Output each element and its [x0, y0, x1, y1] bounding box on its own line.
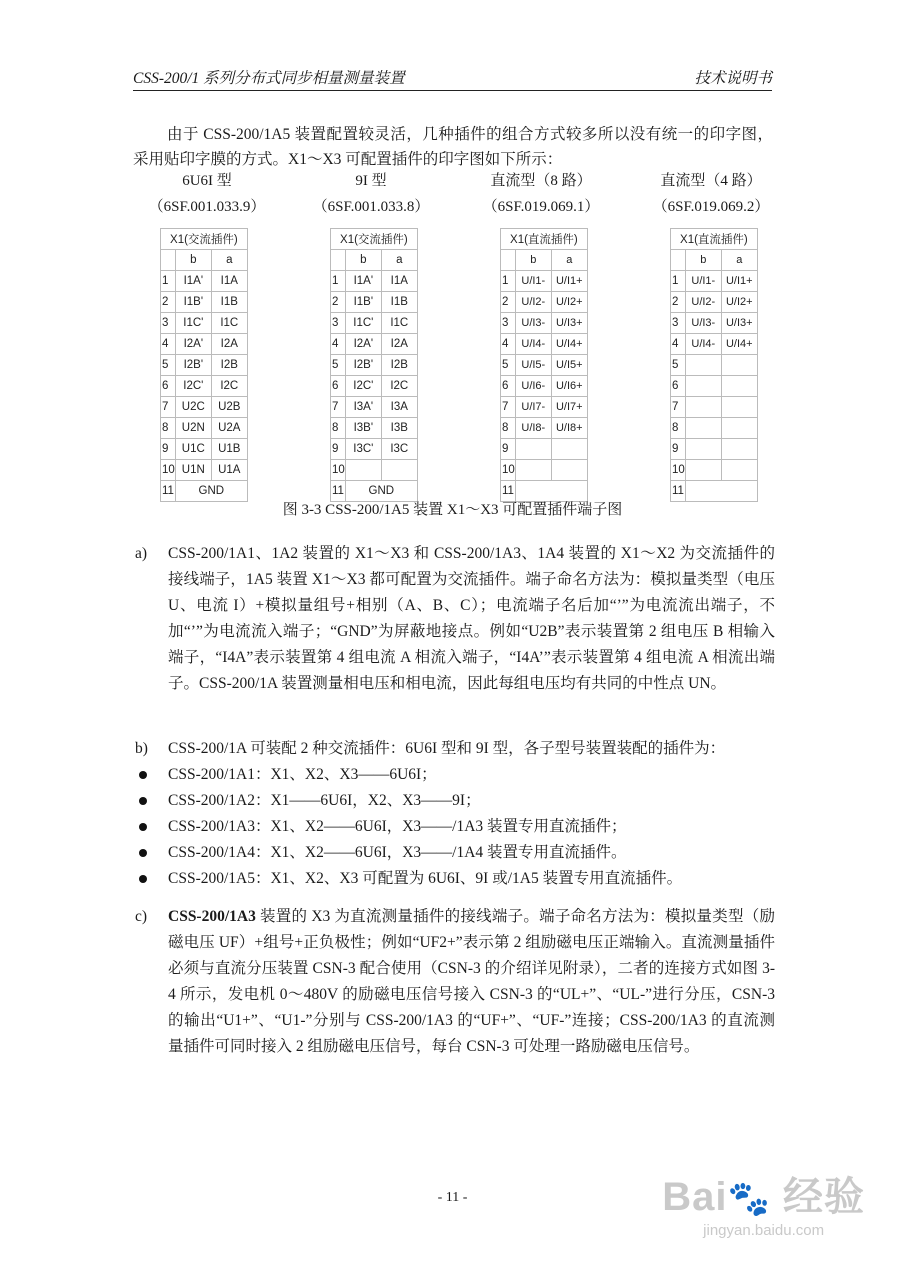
table-cell: I2A': [345, 334, 381, 355]
table-cell: U/I7+: [551, 397, 587, 418]
table-cell: [721, 397, 757, 418]
table-cell: GND: [345, 481, 417, 502]
table-cell: U2C: [175, 397, 211, 418]
type-code: （6SF.019.069.2）: [652, 199, 770, 215]
table-cell: U/I1+: [721, 271, 757, 292]
column-header: b: [685, 250, 721, 271]
table-row: [161, 334, 248, 355]
table-cell: U1N: [175, 460, 211, 481]
section-marker: b): [135, 740, 148, 757]
table-row: [501, 397, 588, 418]
table-cell: U/I3-: [515, 313, 551, 334]
table-cell: U2N: [175, 418, 211, 439]
table-cell: I1A: [211, 271, 247, 292]
table-cell: I2B: [211, 355, 247, 376]
row-number: 9: [331, 439, 346, 460]
row-number: 6: [671, 376, 686, 397]
section-a: [135, 541, 775, 697]
table-cell: [721, 376, 757, 397]
bullet-item: CSS-200/1A2：X1——6U6I，X2、X3——9I；: [135, 788, 775, 814]
table-row: [331, 397, 418, 418]
table-cell: U1A: [211, 460, 247, 481]
type-name: 9I 型: [355, 173, 387, 189]
blank-cell: [671, 250, 686, 271]
blank-cell: [331, 250, 346, 271]
table-cell: U/I3+: [551, 313, 587, 334]
table-cell: I2C': [345, 376, 381, 397]
table-cell: I2B: [381, 355, 417, 376]
blank-cell: [161, 250, 176, 271]
table-row: [161, 313, 248, 334]
row-number: 4: [161, 334, 176, 355]
row-number: 1: [671, 271, 686, 292]
intro-paragraph: 由于 CSS-200/1A5 装置配置较灵活，几种插件的组合方式较多所以没有统一的印字图，采用贴印字膜的方式。X1～X3 可配置插件的印字图如下所示：: [133, 126, 773, 168]
section-body: 装置的 X3 为直流测量插件的接线端子。端子命名方法为：模拟量类型（励磁电压 UF）+组号+正负极性；例如“UF2+”表示第 2 组励磁电压正端输入。直流测量插件必须与直流分压装置 CSN-3 配合使用（CSN-3 的介绍详见附录），二者的连接方式如图 3-4 所示，发电机 0～480V 的励磁电压信号接入 CSN-3 的“UL+”、“UL-”进行分压，CSN-3 的输出“U1+”、“U1-”分别与 CSS-200/1A3 的“UF+”、“UF-”连接；CSS-200/1A3 的直流测量插件可同时接入 2 组励磁电压信号，每台 CSN-3 可处理一路励磁电压信号。: [168, 908, 775, 1055]
table-cell: [685, 355, 721, 376]
table-cell: [345, 460, 381, 481]
row-number: 8: [331, 418, 346, 439]
table-title: X1(直流插件): [671, 229, 758, 250]
row-number: 8: [501, 418, 516, 439]
page-number: - 11 -: [437, 1190, 468, 1205]
header-doc-type: 技术说明书: [694, 70, 772, 87]
row-number: 7: [671, 397, 686, 418]
table-cell: I2C: [381, 376, 417, 397]
table-cell: U1B: [211, 439, 247, 460]
table-cell: I1B: [211, 292, 247, 313]
table-row: [331, 334, 418, 355]
row-number: 1: [161, 271, 176, 292]
row-number: 1: [331, 271, 346, 292]
table-cell: U/I1+: [551, 271, 587, 292]
row-number: 2: [331, 292, 346, 313]
table-cell: I3A': [345, 397, 381, 418]
row-number: 8: [161, 418, 176, 439]
table-row: [331, 439, 418, 460]
table-cell: [721, 355, 757, 376]
type-name: 6U6I 型: [182, 173, 232, 189]
table-cell: I2C: [211, 376, 247, 397]
table-row: [671, 460, 758, 481]
table-row: [671, 313, 758, 334]
table-cell: U/I4-: [685, 334, 721, 355]
table-cell: U1C: [175, 439, 211, 460]
table-row: [671, 376, 758, 397]
table-row: [161, 418, 248, 439]
table-row: [501, 376, 588, 397]
table-cell: I1C: [211, 313, 247, 334]
type-label: [132, 168, 282, 220]
column-header: a: [551, 250, 587, 271]
table-cell: U/I1-: [515, 271, 551, 292]
table-cell: I1C': [345, 313, 381, 334]
table-row: [501, 271, 588, 292]
table-cell: [515, 460, 551, 481]
row-number: 10: [501, 460, 516, 481]
table-cell: [685, 397, 721, 418]
table-cell: U/I2-: [515, 292, 551, 313]
table-row: [671, 439, 758, 460]
table-cell: I3C: [381, 439, 417, 460]
row-number: 2: [501, 292, 516, 313]
table-cell: [685, 439, 721, 460]
row-number: 9: [161, 439, 176, 460]
table-cell: U2A: [211, 418, 247, 439]
table-cell: U2B: [211, 397, 247, 418]
table-row: [501, 313, 588, 334]
section-c: [135, 904, 775, 1060]
table-cell: U/I4+: [551, 334, 587, 355]
table-row: [671, 418, 758, 439]
table-row: [501, 292, 588, 313]
type-name: 直流型（4 路）: [660, 173, 762, 189]
row-number: 11: [161, 481, 176, 502]
table-cell: I3B: [381, 418, 417, 439]
table-title: X1(交流插件): [331, 229, 418, 250]
table-row: [501, 439, 588, 460]
section-marker: c): [135, 908, 148, 925]
row-number: 6: [161, 376, 176, 397]
bullet-item: CSS-200/1A3：X1、X2——6U6I，X3——/1A3 装置专用直流插件；: [135, 814, 775, 840]
section-text: CSS-200/1A1、1A2 装置的 X1～X3 和 CSS-200/1A3、1A4 装置的 X1～X2 为交流插件的接线端子，1A5 装置 X1～X3 都可配置为交流插件。端子命名方法为：模拟量类型（电压 U、电流 I）+模拟量组号+相别（A、B、C）；电流端子名后加“’”为电流流出端子，不加“’”为电流流入端子；“GND”为屏蔽地接点。例如“U2B”表示装置第 2 组电压 B 相输入端子，“I4A”表示装置第 4 组电流 A 相流入端子，“I4A’”表示装置第 4 组电流 A 相流出端子。CSS-200/1A 装置测量相电压和相电流，因此每组电压均有共同的中性点 UN。: [168, 545, 775, 692]
row-number: 5: [331, 355, 346, 376]
row-number: 11: [671, 481, 686, 502]
row-number: 7: [501, 397, 516, 418]
bullet-item: CSS-200/1A5：X1、X2、X3 可配置为 6U6I、9I 或/1A5 装置专用直流插件。: [135, 866, 775, 892]
row-number: 5: [161, 355, 176, 376]
page-header: [133, 64, 772, 91]
table-cell: [381, 460, 417, 481]
row-number: 9: [671, 439, 686, 460]
table-cell: U/I5-: [515, 355, 551, 376]
row-number: 9: [501, 439, 516, 460]
table-cell: I1A': [345, 271, 381, 292]
terminal-table-dc8: [500, 228, 588, 502]
table-cell: I1C': [175, 313, 211, 334]
row-number: 6: [331, 376, 346, 397]
column-header: a: [211, 250, 247, 271]
table-cell: U/I5+: [551, 355, 587, 376]
table-cell: I2A: [381, 334, 417, 355]
row-number: 7: [331, 397, 346, 418]
table-cell: U/I1-: [685, 271, 721, 292]
section-b: [135, 736, 775, 892]
row-number: 2: [671, 292, 686, 313]
row-number: 4: [501, 334, 516, 355]
table-row: [671, 271, 758, 292]
column-header: a: [721, 250, 757, 271]
table-cell: U/I4+: [721, 334, 757, 355]
table-title: X1(直流插件): [501, 229, 588, 250]
row-number: 4: [671, 334, 686, 355]
table-row: [331, 355, 418, 376]
table-cell: [721, 418, 757, 439]
section-text: [168, 904, 775, 1060]
table-cell: U/I3-: [685, 313, 721, 334]
baidu-watermark-logo: Bai🐾 经验 jingyan.baidu.com: [662, 1175, 865, 1239]
figure-caption: 图 3-3 CSS-200/1A5 装置 X1～X3 可配置插件端子图: [282, 502, 623, 518]
terminal-table-9i: [330, 228, 418, 502]
bullet-item: CSS-200/1A4：X1、X2——6U6I，X3——/1A4 装置专用直流插件。: [135, 840, 775, 866]
table-cell: [551, 439, 587, 460]
table-cell: [685, 376, 721, 397]
table-row: [161, 439, 248, 460]
table-cell: [515, 439, 551, 460]
table-row: [501, 460, 588, 481]
table-cell: I1B': [175, 292, 211, 313]
column-header: b: [345, 250, 381, 271]
terminal-table-dc4: [670, 228, 758, 502]
table-cell: [685, 418, 721, 439]
type-code: （6SF.001.033.9）: [148, 199, 266, 215]
table-row: [501, 355, 588, 376]
row-number: 7: [161, 397, 176, 418]
row-number: 3: [671, 313, 686, 334]
table-cell: U/I3+: [721, 313, 757, 334]
row-number: 3: [501, 313, 516, 334]
table-cell: U/I8-: [515, 418, 551, 439]
table-cell: I1B': [345, 292, 381, 313]
table-cell: I2C': [175, 376, 211, 397]
table-row: [331, 418, 418, 439]
column-header: b: [175, 250, 211, 271]
table-row: [161, 376, 248, 397]
row-number: 6: [501, 376, 516, 397]
table-cell: [721, 460, 757, 481]
table-cell: U/I4-: [515, 334, 551, 355]
table-cell: U/I2+: [551, 292, 587, 313]
table-row: [331, 292, 418, 313]
table-row: [331, 271, 418, 292]
table-row: [671, 355, 758, 376]
table-cell: GND: [175, 481, 247, 502]
row-number: 10: [161, 460, 176, 481]
table-row: [161, 397, 248, 418]
table-cell: I1C: [381, 313, 417, 334]
table-cell: [721, 439, 757, 460]
header-title: CSS-200/1 系列分布式同步相量测量装置: [133, 70, 405, 87]
row-number: 11: [501, 481, 516, 502]
table-cell: U/I2-: [685, 292, 721, 313]
table-row: [501, 334, 588, 355]
table-cell: I1B: [381, 292, 417, 313]
row-number: 10: [671, 460, 686, 481]
table-row: [501, 418, 588, 439]
model-name: CSS-200/1A3: [168, 908, 256, 925]
row-number: 4: [331, 334, 346, 355]
table-cell: I2A: [211, 334, 247, 355]
table-cell: I1A': [175, 271, 211, 292]
table-cell: U/I6+: [551, 376, 587, 397]
table-cell: [685, 460, 721, 481]
table-row: [331, 313, 418, 334]
table-cell: [551, 460, 587, 481]
row-number: 2: [161, 292, 176, 313]
type-label: [466, 168, 616, 220]
table-cell: U/I8+: [551, 418, 587, 439]
section-text: CSS-200/1A 可装配 2 种交流插件：6U6I 型和 9I 型，各子型号装置装配的插件为：: [168, 740, 726, 757]
table-row: [161, 460, 248, 481]
row-number: 5: [671, 355, 686, 376]
column-header: a: [381, 250, 417, 271]
table-cell: I1A: [381, 271, 417, 292]
row-number: 5: [501, 355, 516, 376]
table-row: [671, 334, 758, 355]
column-header: b: [515, 250, 551, 271]
table-row: [671, 292, 758, 313]
type-code: （6SF.001.033.8）: [312, 199, 430, 215]
section-marker: a): [135, 545, 148, 562]
table-cell: U/I6-: [515, 376, 551, 397]
table-row: [671, 397, 758, 418]
table-cell: I2B': [175, 355, 211, 376]
table-cell: I2A': [175, 334, 211, 355]
row-number: 10: [331, 460, 346, 481]
type-label: [296, 168, 446, 220]
terminal-table-6u6i: [160, 228, 248, 502]
table-cell: I3C': [345, 439, 381, 460]
table-row: [331, 460, 418, 481]
row-number: 3: [331, 313, 346, 334]
table-row: [161, 292, 248, 313]
row-number: 1: [501, 271, 516, 292]
bullet-list: [135, 762, 775, 892]
row-number: 8: [671, 418, 686, 439]
blank-cell: [501, 250, 516, 271]
table-row: [161, 355, 248, 376]
bullet-item: CSS-200/1A1：X1、X2、X3——6U6I；: [135, 762, 775, 788]
table-row: [331, 376, 418, 397]
row-number: 3: [161, 313, 176, 334]
table-cell: I2B': [345, 355, 381, 376]
table-row: [161, 271, 248, 292]
row-number: 11: [331, 481, 346, 502]
table-title: X1(交流插件): [161, 229, 248, 250]
table-cell: U/I2+: [721, 292, 757, 313]
type-code: （6SF.019.069.1）: [482, 199, 600, 215]
table-cell: I3A: [381, 397, 417, 418]
type-name: 直流型（8 路）: [490, 173, 592, 189]
type-label: [636, 168, 786, 220]
table-cell: U/I7-: [515, 397, 551, 418]
table-cell: I3B': [345, 418, 381, 439]
